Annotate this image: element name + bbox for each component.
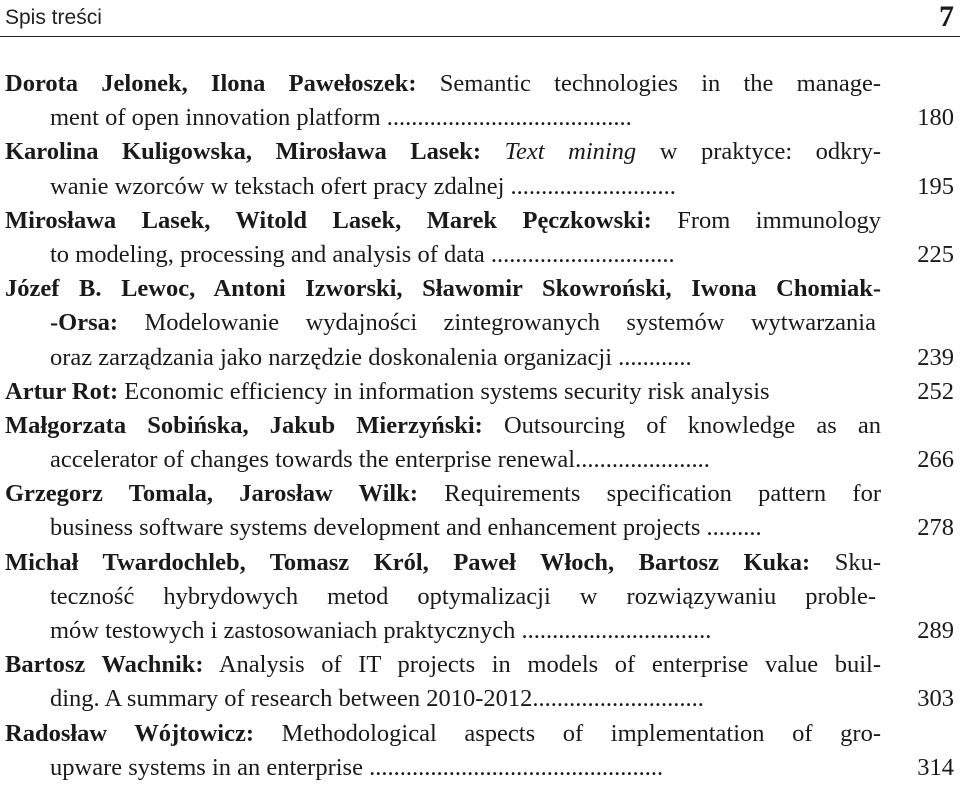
toc-line-text bbox=[5, 648, 881, 682]
toc-line-text bbox=[50, 238, 876, 272]
toc-line-text bbox=[50, 580, 876, 614]
toc-line bbox=[0, 614, 960, 648]
page-header bbox=[0, 0, 960, 40]
toc-line-text bbox=[50, 306, 876, 340]
table-of-contents bbox=[0, 67, 960, 785]
toc-line bbox=[0, 717, 960, 751]
toc-title-text: wanie wzorców w tekstach ofert pracy zdalnej ........................... bbox=[50, 172, 676, 200]
toc-line bbox=[0, 477, 960, 511]
toc-line bbox=[0, 546, 960, 580]
toc-entry bbox=[0, 135, 960, 203]
toc-title-text: Outsourcing of knowledge as an bbox=[482, 411, 881, 439]
toc-page-number: 252 bbox=[917, 377, 954, 405]
toc-page-number: 195 bbox=[917, 172, 954, 200]
toc-authors: Michał Twardochleb, Tomasz Król, Paweł Włoch, Bartosz Kuka: bbox=[5, 548, 811, 576]
toc-line bbox=[0, 443, 960, 477]
toc-title-text: w praktyce: odkry- bbox=[636, 138, 881, 166]
toc-line bbox=[0, 751, 960, 785]
toc-page-number: 180 bbox=[917, 104, 954, 132]
toc-title-text: Modelowanie wydajności zintegrowanych systemów wytwarzania bbox=[118, 309, 876, 337]
toc-title-text: Analysis of IT projects in models of enterprise value buil- bbox=[203, 651, 881, 679]
toc-title-text: Sku- bbox=[810, 548, 881, 576]
toc-line-text bbox=[50, 614, 876, 648]
toc-line-text bbox=[5, 135, 881, 169]
toc-line-text bbox=[5, 717, 881, 751]
toc-page-number: 303 bbox=[917, 685, 954, 713]
toc-title-text: Methodological aspects of implementation of gro- bbox=[254, 719, 882, 747]
header-rule bbox=[0, 36, 960, 37]
toc-entry bbox=[0, 477, 960, 545]
toc-line-text bbox=[5, 375, 881, 409]
toc-authors: Józef B. Lewoc, Antoni Izworski, Sławomir Skowroński, Iwona Chomiak- bbox=[5, 275, 881, 303]
toc-line bbox=[0, 204, 960, 238]
toc-line-text bbox=[5, 546, 881, 580]
page-number: 7 bbox=[939, 0, 954, 33]
toc-entry bbox=[0, 272, 960, 375]
toc-authors: -Orsa: bbox=[50, 309, 119, 337]
toc-line bbox=[0, 238, 960, 272]
toc-authors: Grzegorz Tomala, Jarosław Wilk: bbox=[5, 480, 419, 508]
toc-authors: Mirosława Lasek, Witold Lasek, Marek Pęczkowski: bbox=[5, 206, 652, 234]
toc-line bbox=[0, 648, 960, 682]
toc-line-text bbox=[50, 511, 876, 545]
toc-title-text: business software systems development and enhancement projects ......... bbox=[50, 514, 762, 542]
toc-line bbox=[0, 341, 960, 375]
toc-entry bbox=[0, 409, 960, 477]
toc-line bbox=[0, 170, 960, 204]
toc-title-text: accelerator of changes towards the enterprise renewal...................... bbox=[50, 446, 710, 474]
toc-authors: Radosław Wójtowicz: bbox=[5, 719, 255, 747]
toc-title-text: Economic efficiency in information systems security risk analysis bbox=[118, 377, 770, 405]
toc-line bbox=[0, 375, 960, 409]
toc-entry bbox=[0, 375, 960, 409]
toc-entry bbox=[0, 67, 960, 135]
toc-entry bbox=[0, 546, 960, 649]
toc-entry bbox=[0, 717, 960, 785]
toc-line-text bbox=[50, 101, 876, 135]
toc-page-number: 289 bbox=[917, 617, 954, 644]
toc-title-text: Semantic technologies in the manage- bbox=[416, 70, 881, 97]
toc-title-text: Requirements specification pattern for bbox=[418, 480, 881, 508]
toc-title-text: oraz zarządzania jako narzędzie doskonalenia organizacji ............ bbox=[50, 343, 692, 371]
toc-line bbox=[0, 272, 960, 306]
toc-line bbox=[0, 67, 960, 101]
toc-title-text: ding. A summary of research between 2010-2012............................ bbox=[50, 685, 704, 713]
toc-title-text: mów testowych i zastosowaniach praktycznych ............................... bbox=[50, 617, 712, 644]
toc-line bbox=[0, 306, 960, 340]
toc-authors: Karolina Kuligowska, Mirosława Lasek: bbox=[5, 138, 482, 166]
toc-authors: Dorota Jelonek, Ilona Pawełoszek: bbox=[5, 70, 417, 97]
toc-italic-term: Text mining bbox=[481, 138, 637, 166]
toc-page-number: 239 bbox=[917, 343, 954, 371]
toc-line bbox=[0, 511, 960, 545]
toc-authors: Bartosz Wachnik: bbox=[5, 651, 204, 679]
toc-line-text bbox=[50, 341, 876, 375]
toc-line-text bbox=[50, 170, 876, 204]
toc-authors: Artur Rot: bbox=[5, 377, 119, 405]
toc-line-text bbox=[5, 67, 881, 101]
toc-line-text bbox=[50, 682, 876, 716]
toc-line-text bbox=[5, 409, 881, 443]
toc-line bbox=[0, 580, 960, 614]
toc-title-text: upware systems in an enterprise ................................................ bbox=[50, 753, 664, 781]
toc-line-text bbox=[5, 272, 881, 306]
toc-line bbox=[0, 409, 960, 443]
toc-line-text bbox=[5, 477, 881, 511]
toc-line-text bbox=[50, 751, 876, 785]
toc-title-text: teczność hybrydowych metod optymalizacji w rozwiązywaniu proble- bbox=[50, 582, 876, 610]
toc-line bbox=[0, 135, 960, 169]
toc-line-text bbox=[50, 443, 876, 477]
toc-page-number: 314 bbox=[917, 753, 954, 781]
toc-title-text: to modeling, processing and analysis of data .............................. bbox=[50, 240, 675, 268]
toc-page-number: 278 bbox=[917, 514, 954, 542]
toc-line bbox=[0, 101, 960, 135]
toc-entry bbox=[0, 204, 960, 272]
toc-page-number: 225 bbox=[917, 240, 954, 268]
toc-page-number: 266 bbox=[917, 446, 954, 474]
toc-entry bbox=[0, 648, 960, 716]
toc-authors: Małgorzata Sobińska, Jakub Mierzyński: bbox=[5, 411, 483, 439]
toc-line-text bbox=[5, 204, 881, 238]
running-head: Spis treści bbox=[5, 6, 102, 29]
toc-line bbox=[0, 682, 960, 716]
toc-title-text: From immunology bbox=[651, 206, 881, 234]
toc-title-text: ment of open innovation platform ........................................ bbox=[50, 104, 632, 132]
